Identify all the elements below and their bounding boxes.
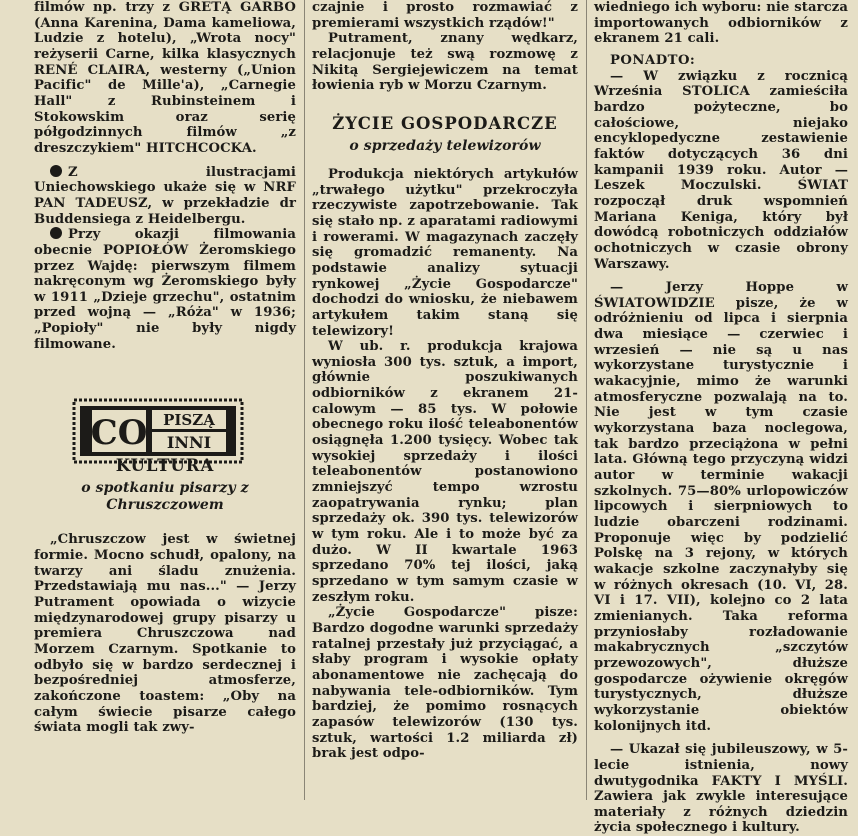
logo-co-text: CO xyxy=(90,413,148,453)
logo-inni-text: INNI xyxy=(166,433,212,452)
telewizory-paragraph-1: Produkcja niektórych artykułów „trwałego użytku" przekroczyła rzeczywiste zapotrzebowanie. Tak się stało np. z aparatami radiowymi i rowerami. W magazynach zaczęły się gromadzić remanenty. Na podstawie analizy sytuacji rynkowej „Życie Gospodarcze" dochodzi do wniosku, że niebawem artykułem takim staną się telewizory! xyxy=(312,166,579,339)
section-subtitle-kultura: o spotkaniu pisarzy z Chruszczowem xyxy=(81,480,249,514)
section-title-kultura: KULTURA xyxy=(115,456,215,476)
co-pisza-inni-logo xyxy=(72,398,244,464)
popioly-text: Przy okazji filmowania obecnie POPIOŁÓW Żeromskiego przez Wajdę: pierwszym filmem nakręconym wg Żeromskiego były w 1911 „Dzieje grzechu", ostatnim przed wojną — „Róża" w 1936; „Popioły" nie były nigdy filmowane. xyxy=(34,227,296,352)
kultura-article-text: „Chruszczow jest w świetnej formie. Mocno schudł, opalony, na twarzy ani śladu znużenia. Przedstawiają mu nas..." — Jerzy Putrament opowiada o wizycie międzynarodowej grupy pisarzy u premiera Chruszczowa nad Morzem Czarnym. Spotkanie to odbyło się w bardzo serdecznej i bezpośredniej atmosferze, zakończone toastem: „Oby na całym świecie pisarze całego świata mogli tak zwy- xyxy=(34,532,296,736)
wedkarz-paragraph: Putrament, znany wędkarz, relacjonuje też swą rozmowę z Nikitą Sergiejewiczem na temat łowienia ryb w Morzu Czarnym. xyxy=(312,31,578,94)
section-title-zycie-gospodarcze: ŻYCIE GOSPODARCZE xyxy=(332,113,558,133)
column-1 xyxy=(34,0,296,736)
film-list-paragraph: filmów np. trzy z GRETĄ GARBO (Anna Karenina, Dama kameliowa, Ludzie z hotelu), „Wrota nocy" reżyserii Carne, kilka klasycznych RENÉ CLAIRA, westerny („Union Pacific" de Mille'a), „Carnegie Hall" z Rubinsteinem i Stokowskim oraz serię półgodzinnych filmów „z dreszczykiem" HITCHCOCKA. xyxy=(34,0,296,156)
pan-tadeusz-note xyxy=(34,165,296,228)
column-rule xyxy=(304,0,305,800)
telewizory-paragraph-3: „Życie Gospodarcze" pisze: Bardzo dogodne warunki sprzedaży ratalnej przestały już przyciągać, a słaby program i wysokie opłaty abonamentowe nie zachęcają do nabywania tele-odbiorników. Tym bardziej, że pomimo rosnących zapasów telewizorów (130 tys. sztuk, wartości 1.2 miliarda zł) brak jest odpo- xyxy=(312,605,578,762)
logo-pisza-text: PISZĄ xyxy=(163,411,215,429)
telewizory-paragraph-2: W ub. r. produkcja krajowa wyniosła 300 tys. sztuk, a import, głównie poszukiwanych odbiorników z ekranem 21-calowym — 85 tys. W połowie obecnego roku ilość teleabonentów osiągnęła 1.200 tysięcy. Wobec tak wysokiej sprzedaży i ilości teleabonentów postanowiono zmniejszyć tempo wzrostu zaopatrywania rynku; plan sprzedaży ok. 390 tys. telewizorów w tym roku. Ale i to może być za dużo. W II kwartale 1963 sprzedano 70% tej ilości, jaką sprzedano w tym samym czasie w zeszłym roku. xyxy=(312,339,578,605)
popioly-note xyxy=(34,227,296,352)
ponadto-paragraph-3: — Ukazał się jubileuszowy, w 5-lecie istnienia, nowy dwutygodnika FAKTY I MYŚLI. Zawiera jak zwykle interesujące materiały z różnych dziedzin życia społecznego i kultury. xyxy=(594,742,848,836)
pan-tadeusz-text: Z ilustracjami Uniechowskiego ukaże się w NRF PAN TADEUSZ, w przekładzie dr Buddensiega z Heidelbergu. xyxy=(34,164,296,227)
bullet-icon xyxy=(50,227,62,239)
section-title-ponadto: PONADTO: xyxy=(610,52,696,68)
telewizory-continuation: wiedniego ich wyboru: nie starcza importowanych odbiorników z ekranem 21 cali. xyxy=(594,0,848,47)
ponadto-paragraph-2: — Jerzy Hoppe w ŚWIATOWIDZIE pisze, że w odróżnieniu od lipca i sierpnia dwa miesiące — czerwiec i wrzesień — nie są u nas wykorzystane turystycznie i wakacyjnie, mimo że warunki atmosferyczne pozwalają na to. Nie jest w tym czasie wykorzystana baza noclegowa, tak bardzo przeciążona w pełni lata. Główną tego przyczyną widzi autor w terminie wakacji szkolnych. 75—80% urlopowiczów lipcowych i sierpniowych to ludzie obarczeni rodzinami. Proponuje więc by podzielić Polskę na 3 rejony, w których wakacje szkolne zaczynałyby się w różnych okresach (10. VI, 28. VI i 17. VII), kolejno co 2 lata zmienianych. Taka reforma przyniosłaby rozładowanie makabrycznych „szczytów przewozowych", dłuższe gospodarcze ożywienie okręgów turystycznych, dłuższe wykorzystanie obiektów kolonijnych itd. xyxy=(594,280,848,734)
section-subtitle-telewizory: o sprzedaży telewizorów xyxy=(349,137,541,154)
ponadto-paragraph-1: — W związku z rocznicą Września STOLICA zamieściła bardzo pożyteczne, bo całościowe, niejako encyklopedyczne zestawienie faktów dotyczących 36 dni kampanii 1939 roku. Autor — Leszek Moczulski. ŚWIAT rozpoczął druk wspomnień Mariana Keniga, który był dowódcą robotniczych oddziałów ochotniczych w czasie obrony Warszawy. xyxy=(594,68,848,272)
kultura-continuation: czajnie i prosto rozmawiać z premierami wszystkich rządów!" xyxy=(312,0,578,31)
column-rule xyxy=(586,0,587,800)
column-3 xyxy=(594,0,848,836)
column-2 xyxy=(312,0,578,762)
bullet-icon xyxy=(50,165,62,177)
